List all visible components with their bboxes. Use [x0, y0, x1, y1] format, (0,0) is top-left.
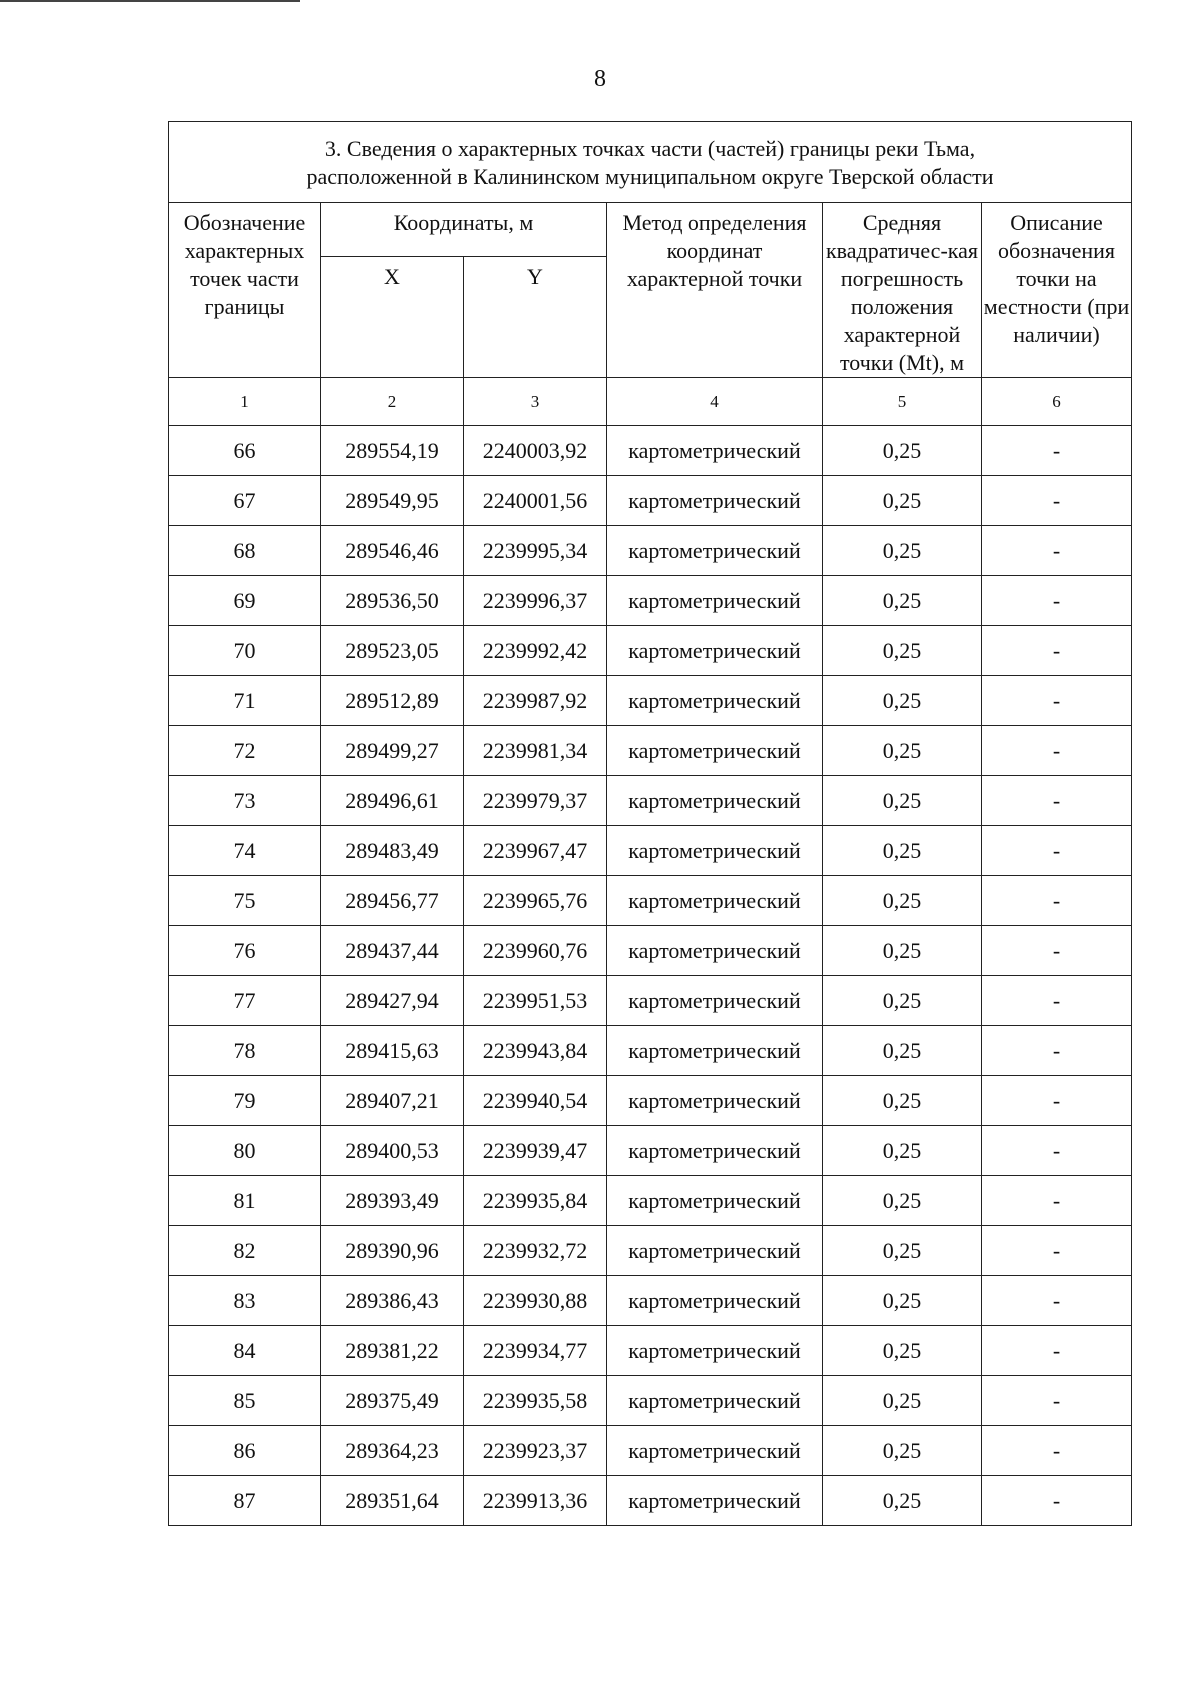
mean-square-error-cell: 0,25: [823, 1326, 982, 1376]
table-row: [169, 476, 1132, 526]
table-title-row: [169, 122, 1132, 203]
mean-square-error-cell: 0,25: [823, 926, 982, 976]
coordinate-y-cell: 2239940,54: [464, 1076, 607, 1126]
coordinate-x-cell: 289512,89: [321, 676, 464, 726]
column-number: 6: [982, 378, 1132, 426]
description-cell: -: [982, 876, 1132, 926]
coordinate-x-cell: 289554,19: [321, 426, 464, 476]
point-designation-cell: 86: [169, 1426, 321, 1476]
description-cell: -: [982, 1376, 1132, 1426]
table-body: [169, 122, 1132, 1526]
point-designation-cell: 75: [169, 876, 321, 926]
description-cell: -: [982, 426, 1132, 476]
coordinate-x-cell: 289549,95: [321, 476, 464, 526]
coordinate-y-cell: 2239992,42: [464, 626, 607, 676]
description-cell: -: [982, 1126, 1132, 1176]
table-row: [169, 1126, 1132, 1176]
mean-square-error-cell: 0,25: [823, 826, 982, 876]
mean-square-error-cell: 0,25: [823, 726, 982, 776]
method-cell: картометрический: [607, 426, 823, 476]
mean-square-error-cell: 0,25: [823, 476, 982, 526]
mean-square-error-cell: 0,25: [823, 976, 982, 1026]
mean-square-error-cell: 0,25: [823, 1076, 982, 1126]
table-row: [169, 676, 1132, 726]
table-row: [169, 726, 1132, 776]
coordinate-x-cell: 289386,43: [321, 1276, 464, 1326]
mean-square-error-cell: 0,25: [823, 676, 982, 726]
coordinates-table: [168, 121, 1132, 1526]
table-row: [169, 1326, 1132, 1376]
column-number: 3: [464, 378, 607, 426]
method-cell: картометрический: [607, 1126, 823, 1176]
coordinate-y-cell: 2239951,53: [464, 976, 607, 1026]
point-designation-cell: 79: [169, 1076, 321, 1126]
mean-square-error-cell: 0,25: [823, 526, 982, 576]
method-cell: картометрический: [607, 1376, 823, 1426]
coordinate-y-cell: 2240003,92: [464, 426, 607, 476]
point-designation-cell: 71: [169, 676, 321, 726]
method-cell: картометрический: [607, 1426, 823, 1476]
table-row: [169, 426, 1132, 476]
coordinate-x-cell: 289437,44: [321, 926, 464, 976]
method-cell: картометрический: [607, 676, 823, 726]
description-cell: -: [982, 776, 1132, 826]
header-method: Метод определения координат характерной точки: [607, 203, 823, 378]
mean-square-error-cell: 0,25: [823, 426, 982, 476]
coordinate-y-cell: 2239934,77: [464, 1326, 607, 1376]
coordinate-x-cell: 289400,53: [321, 1126, 464, 1176]
method-cell: картометрический: [607, 876, 823, 926]
point-designation-cell: 84: [169, 1326, 321, 1376]
column-number-row: [169, 378, 1132, 426]
coordinate-y-cell: 2239979,37: [464, 776, 607, 826]
coordinate-x-cell: 289546,46: [321, 526, 464, 576]
point-designation-cell: 69: [169, 576, 321, 626]
description-cell: -: [982, 726, 1132, 776]
coordinate-y-cell: 2239913,36: [464, 1476, 607, 1526]
coordinate-y-cell: 2239960,76: [464, 926, 607, 976]
table-title: [169, 122, 1132, 203]
scan-artifact-line: [0, 0, 300, 2]
method-cell: картометрический: [607, 776, 823, 826]
coordinate-y-cell: 2239932,72: [464, 1226, 607, 1276]
description-cell: -: [982, 976, 1132, 1026]
coordinate-x-cell: 289499,27: [321, 726, 464, 776]
table-row: [169, 1276, 1132, 1326]
method-cell: картометрический: [607, 526, 823, 576]
point-designation-cell: 76: [169, 926, 321, 976]
coordinate-y-cell: 2239935,58: [464, 1376, 607, 1426]
coordinate-x-cell: 289523,05: [321, 626, 464, 676]
table-row: [169, 1476, 1132, 1526]
column-number: 4: [607, 378, 823, 426]
point-designation-cell: 83: [169, 1276, 321, 1326]
point-designation-cell: 87: [169, 1476, 321, 1526]
table-row: [169, 1226, 1132, 1276]
page-number: 8: [594, 66, 606, 92]
table-row: [169, 526, 1132, 576]
point-designation-cell: 66: [169, 426, 321, 476]
description-cell: -: [982, 476, 1132, 526]
header-coordinates: Координаты, м: [321, 203, 607, 257]
coordinate-x-cell: 289381,22: [321, 1326, 464, 1376]
mean-square-error-cell: 0,25: [823, 1026, 982, 1076]
mean-square-error-cell: 0,25: [823, 1476, 982, 1526]
method-cell: картометрический: [607, 1326, 823, 1376]
column-number: 1: [169, 378, 321, 426]
description-cell: -: [982, 1476, 1132, 1526]
mean-square-error-cell: 0,25: [823, 1276, 982, 1326]
table-row: [169, 1076, 1132, 1126]
table-row: [169, 826, 1132, 876]
table-row: [169, 1026, 1132, 1076]
description-cell: -: [982, 826, 1132, 876]
coordinate-y-cell: 2239943,84: [464, 1026, 607, 1076]
description-cell: -: [982, 676, 1132, 726]
mean-square-error-cell: 0,25: [823, 576, 982, 626]
point-designation-cell: 73: [169, 776, 321, 826]
description-cell: -: [982, 1426, 1132, 1476]
method-cell: картометрический: [607, 1276, 823, 1326]
column-number: 5: [823, 378, 982, 426]
description-cell: -: [982, 1026, 1132, 1076]
mean-square-error-cell: 0,25: [823, 626, 982, 676]
coordinate-x-cell: 289351,64: [321, 1476, 464, 1526]
header-description: Описание обозначения точки на местности (при наличии): [982, 203, 1132, 378]
coordinate-y-cell: 2239939,47: [464, 1126, 607, 1176]
point-designation-cell: 81: [169, 1176, 321, 1226]
method-cell: картометрический: [607, 1076, 823, 1126]
table-row: [169, 1376, 1132, 1426]
coordinate-y-cell: 2239923,37: [464, 1426, 607, 1476]
column-number: 2: [321, 378, 464, 426]
table-row: [169, 926, 1132, 976]
coordinate-y-cell: 2239995,34: [464, 526, 607, 576]
table-row: [169, 976, 1132, 1026]
coordinate-y-cell: 2239935,84: [464, 1176, 607, 1226]
coordinate-x-cell: 289415,63: [321, 1026, 464, 1076]
description-cell: -: [982, 576, 1132, 626]
point-designation-cell: 67: [169, 476, 321, 526]
coordinate-x-cell: 289390,96: [321, 1226, 464, 1276]
table-row: [169, 1176, 1132, 1226]
header-error: Средняя квадратичес-кая погрешность положения характерной точки (Mt), м: [823, 203, 982, 378]
header-y: Y: [464, 256, 607, 377]
mean-square-error-cell: 0,25: [823, 1376, 982, 1426]
coordinate-x-cell: 289427,94: [321, 976, 464, 1026]
table-title-line-2: расположенной в Калининском муниципальном округе Тверской области: [306, 164, 994, 189]
coordinate-x-cell: 289496,61: [321, 776, 464, 826]
point-designation-cell: 77: [169, 976, 321, 1026]
method-cell: картометрический: [607, 826, 823, 876]
method-cell: картометрический: [607, 1176, 823, 1226]
description-cell: -: [982, 1276, 1132, 1326]
point-designation-cell: 74: [169, 826, 321, 876]
description-cell: -: [982, 1326, 1132, 1376]
coordinate-x-cell: 289456,77: [321, 876, 464, 926]
mean-square-error-cell: 0,25: [823, 1126, 982, 1176]
method-cell: картометрический: [607, 926, 823, 976]
coordinate-x-cell: 289407,21: [321, 1076, 464, 1126]
point-designation-cell: 85: [169, 1376, 321, 1426]
point-designation-cell: 68: [169, 526, 321, 576]
point-designation-cell: 78: [169, 1026, 321, 1076]
mean-square-error-cell: 0,25: [823, 776, 982, 826]
header-x: X: [321, 256, 464, 377]
description-cell: -: [982, 1176, 1132, 1226]
mean-square-error-cell: 0,25: [823, 1176, 982, 1226]
method-cell: картометрический: [607, 1476, 823, 1526]
coordinate-y-cell: 2240001,56: [464, 476, 607, 526]
method-cell: картометрический: [607, 576, 823, 626]
coordinate-x-cell: 289393,49: [321, 1176, 464, 1226]
mean-square-error-cell: 0,25: [823, 1226, 982, 1276]
table-row: [169, 1426, 1132, 1476]
table-row: [169, 626, 1132, 676]
method-cell: картометрический: [607, 476, 823, 526]
point-designation-cell: 72: [169, 726, 321, 776]
coordinate-y-cell: 2239965,76: [464, 876, 607, 926]
description-cell: -: [982, 526, 1132, 576]
coordinate-x-cell: 289483,49: [321, 826, 464, 876]
coordinate-x-cell: 289375,49: [321, 1376, 464, 1426]
description-cell: -: [982, 626, 1132, 676]
coordinate-x-cell: 289536,50: [321, 576, 464, 626]
point-designation-cell: 70: [169, 626, 321, 676]
coordinate-y-cell: 2239930,88: [464, 1276, 607, 1326]
description-cell: -: [982, 926, 1132, 976]
point-designation-cell: 80: [169, 1126, 321, 1176]
method-cell: картометрический: [607, 726, 823, 776]
table-title-line-1: 3. Сведения о характерных точках части (частей) границы реки Тьма,: [324, 136, 976, 161]
description-cell: -: [982, 1226, 1132, 1276]
header-row-1: [169, 203, 1132, 257]
method-cell: картометрический: [607, 1226, 823, 1276]
coordinate-y-cell: 2239981,34: [464, 726, 607, 776]
header-designation: Обозначение характерных точек части границы: [169, 203, 321, 378]
description-cell: -: [982, 1076, 1132, 1126]
coordinate-x-cell: 289364,23: [321, 1426, 464, 1476]
coordinate-y-cell: 2239996,37: [464, 576, 607, 626]
point-designation-cell: 82: [169, 1226, 321, 1276]
mean-square-error-cell: 0,25: [823, 1426, 982, 1476]
mean-square-error-cell: 0,25: [823, 876, 982, 926]
coordinate-y-cell: 2239987,92: [464, 676, 607, 726]
coordinate-y-cell: 2239967,47: [464, 826, 607, 876]
method-cell: картометрический: [607, 1026, 823, 1076]
table-row: [169, 576, 1132, 626]
table-row: [169, 776, 1132, 826]
method-cell: картометрический: [607, 976, 823, 1026]
table-row: [169, 876, 1132, 926]
method-cell: картометрический: [607, 626, 823, 676]
